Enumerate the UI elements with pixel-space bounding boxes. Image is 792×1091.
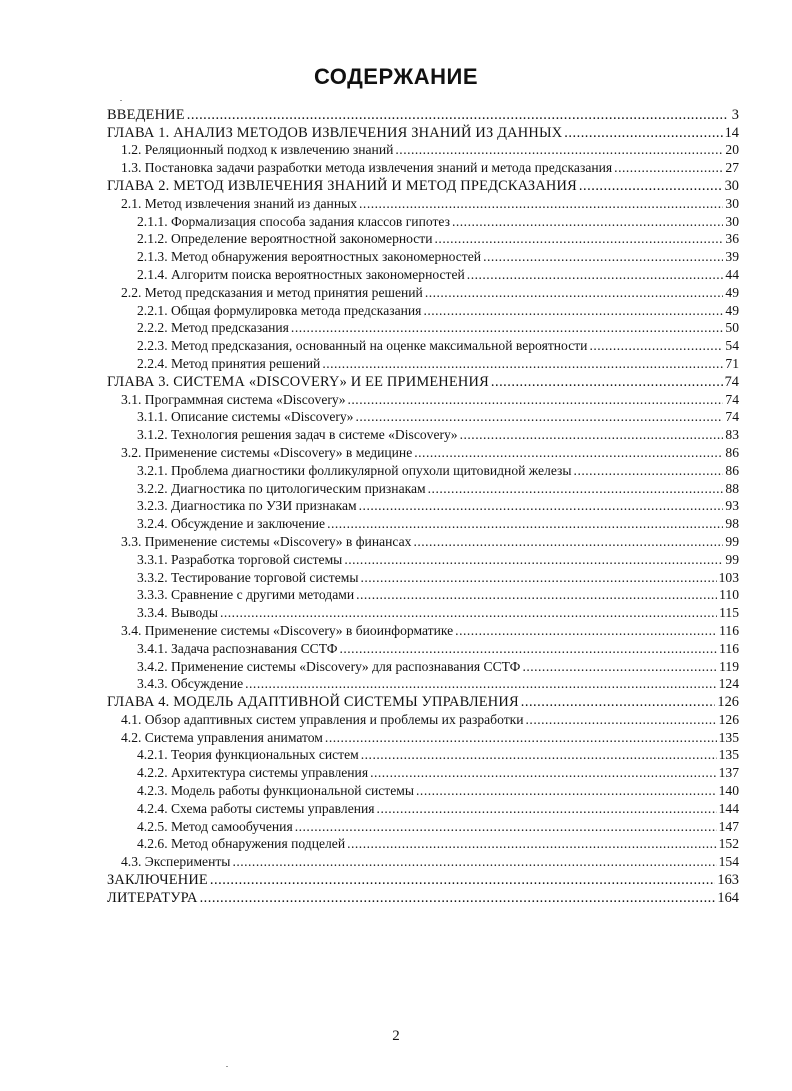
toc-entry <box>107 603 739 621</box>
toc-entry-title: 4.2.1. Теория функциональных систем <box>137 747 359 763</box>
toc-entry-page: 44 <box>725 266 739 282</box>
toc-entry-title: ГЛАВА 2. МЕТОД ИЗВЛЕЧЕНИЯ ЗНАНИЙ И МЕТОД ПРЕДСКАЗАНИЯ <box>107 177 577 194</box>
dot-leader <box>483 249 723 265</box>
toc-entry <box>107 425 739 443</box>
toc-entry-title: 3.1.1. Описание системы «Discovery» <box>137 409 354 425</box>
toc-entry-title: 3.3.4. Выводы <box>137 605 218 621</box>
toc-entry-page: 126 <box>718 711 739 727</box>
toc-entry <box>107 319 739 337</box>
toc-entry-page: 14 <box>724 124 739 141</box>
toc-entry-title: 4.2.4. Схема работы системы управления <box>137 800 375 816</box>
dot-leader <box>361 747 717 763</box>
toc-entry <box>107 799 739 817</box>
toc-entry-page: 115 <box>719 605 739 621</box>
toc-entry-title: 3.3.3. Сравнение с другими методами <box>137 587 355 603</box>
toc-entry <box>107 781 739 799</box>
toc-entry <box>107 390 739 408</box>
toc-entry-page: 99 <box>725 533 739 549</box>
dot-leader <box>200 890 716 906</box>
dot-leader <box>435 231 724 247</box>
toc-entry <box>107 586 739 604</box>
toc-entry-page: 74 <box>725 409 739 425</box>
dot-leader <box>455 623 717 639</box>
toc-entry <box>107 230 739 248</box>
dot-leader <box>413 534 723 550</box>
toc-entry-title: 2.2.3. Метод предсказания, основанный на оценке максимальной вероятности <box>137 338 588 354</box>
toc-entry-page: 147 <box>718 818 739 834</box>
toc-entry <box>107 692 739 710</box>
toc-entry <box>107 852 739 870</box>
toc-entry-page: 3 <box>731 106 739 123</box>
toc-entry-page: 144 <box>718 800 739 816</box>
toc-entry <box>107 158 739 176</box>
toc-entry-title: 2.2.1. Общая формулировка метода предсказания <box>137 302 422 318</box>
toc-entry <box>107 639 739 657</box>
dot-leader <box>347 836 717 852</box>
toc-entry-title: 4.2.2. Архитектура системы управления <box>137 765 369 781</box>
toc-entry <box>107 550 739 568</box>
toc-entry-page: 119 <box>719 658 739 674</box>
toc-entry-title: 2.1.4. Алгоритм поиска вероятностных закономерностей <box>137 266 465 282</box>
toc-entry <box>107 514 739 532</box>
toc-entry-page: 110 <box>719 587 739 603</box>
toc-entry-title: 3.3. Применение системы «Discovery» в финансах <box>121 533 412 549</box>
toc-entry-title: ЗАКЛЮЧЕНИЕ <box>107 872 208 889</box>
toc-entry <box>107 817 739 835</box>
toc-entry-title: 2.1.3. Метод обнаружения вероятностных закономерностей <box>137 249 482 265</box>
dot-leader <box>574 463 724 479</box>
toc-entry <box>107 354 739 372</box>
toc-entry <box>107 123 739 141</box>
toc-entry-page: 30 <box>725 195 739 211</box>
dot-leader <box>491 374 723 390</box>
dot-leader <box>210 872 715 888</box>
toc-entry-title: 4.2.5. Метод самообучения <box>137 818 293 834</box>
toc-entry <box>107 479 739 497</box>
dot-leader <box>187 107 727 123</box>
scan-speck <box>226 1066 228 1067</box>
toc-entry <box>107 336 739 354</box>
toc-entry-title: 3.4.1. Задача распознавания ССТФ <box>137 640 338 656</box>
dot-leader <box>232 854 716 870</box>
toc-entry-title: 2.2.4. Метод принятия решений <box>137 355 321 371</box>
dot-leader <box>355 409 723 425</box>
dot-leader <box>348 392 724 408</box>
dot-leader <box>356 587 717 603</box>
toc-entry-page: 116 <box>719 622 739 638</box>
toc-entry <box>107 888 739 906</box>
toc-entry-page: 30 <box>724 177 739 194</box>
dot-leader <box>344 552 723 568</box>
toc-entry-page: 49 <box>725 302 739 318</box>
toc-entry-title: 3.3.1. Разработка торговой системы <box>137 551 343 567</box>
toc-entry-page: 88 <box>725 480 739 496</box>
toc-entry <box>107 194 739 212</box>
toc-entry-page: 83 <box>725 427 739 443</box>
dot-leader <box>359 498 724 514</box>
dot-leader <box>325 730 717 746</box>
dot-leader <box>425 285 724 301</box>
toc-entry-title: 3.2.2. Диагностика по цитологическим признакам <box>137 480 426 496</box>
toc-entry-page: 50 <box>725 320 739 336</box>
dot-leader <box>467 267 724 283</box>
dot-leader <box>526 712 717 728</box>
toc-entry-page: 86 <box>725 444 739 460</box>
dot-leader <box>589 338 723 354</box>
scan-speck <box>120 100 122 101</box>
toc-entry-page: 49 <box>725 284 739 300</box>
dot-leader <box>359 196 723 212</box>
dot-leader <box>452 214 723 230</box>
toc-entry-title: 3.1.2. Технология решения задач в системе «Discovery» <box>137 427 458 443</box>
toc-entry-title: 2.1. Метод извлечения знаний из данных <box>121 195 358 211</box>
table-of-contents <box>107 105 739 906</box>
dot-leader <box>416 783 717 799</box>
toc-entry <box>107 283 739 301</box>
toc-entry-page: 30 <box>725 213 739 229</box>
page-title: СОДЕРЖАНИЕ <box>313 64 479 89</box>
toc-entry-title: 2.1.1. Формализация способа задания классов гипотез <box>137 213 450 229</box>
toc-entry <box>107 710 739 728</box>
toc-entry-page: 54 <box>725 338 739 354</box>
toc-entry <box>107 372 739 390</box>
toc-entry-title: 3.2.1. Проблема диагностики фолликулярной опухоли щитовидной железы <box>137 462 572 478</box>
toc-entry-page: 93 <box>725 498 739 514</box>
toc-entry-page: 74 <box>724 373 739 390</box>
dot-leader <box>564 125 722 141</box>
toc-entry-title: ГЛАВА 4. МОДЕЛЬ АДАПТИВНОЙ СИСТЕМЫ УПРАВЛЕНИЯ <box>107 694 519 711</box>
dot-leader <box>614 160 723 176</box>
toc-entry-page: 98 <box>725 516 739 532</box>
toc-entry-title: ГЛАВА 1. АНАЛИЗ МЕТОДОВ ИЗВЛЕЧЕНИЯ ЗНАНИЙ ИЗ ДАННЫХ <box>107 124 563 141</box>
toc-entry-title: 1.3. Постановка задачи разработки метода извлечения знаний и метода предсказания <box>121 160 613 176</box>
toc-entry-title: 4.1. Обзор адаптивных систем управления и проблемы их разработки <box>121 711 524 727</box>
dot-leader <box>339 641 717 657</box>
toc-entry <box>107 568 739 586</box>
toc-entry-title: 3.4.3. Обсуждение <box>137 676 244 692</box>
toc-entry <box>107 870 739 888</box>
toc-entry-page: 124 <box>718 676 739 692</box>
toc-entry-title: 1.2. Реляционный подход к извлечению знаний <box>121 142 394 158</box>
toc-entry-title: 3.4.2. Применение системы «Discovery» для распознавания ССТФ <box>137 658 521 674</box>
toc-entry-page: 103 <box>718 569 739 585</box>
dot-leader <box>414 445 723 461</box>
toc-entry-title: 3.4. Применение системы «Discovery» в биоинформатике <box>121 622 454 638</box>
toc-entry <box>107 497 739 515</box>
toc-entry-page: 152 <box>718 836 739 852</box>
toc-entry-title: 4.2. Система управления аниматом <box>121 729 323 745</box>
dot-leader <box>522 659 717 675</box>
toc-entry-page: 36 <box>725 231 739 247</box>
toc-entry <box>107 141 739 159</box>
toc-entry-page: 135 <box>718 747 739 763</box>
dot-leader <box>245 676 716 692</box>
toc-entry-page: 71 <box>725 355 739 371</box>
toc-entry-page: 86 <box>725 462 739 478</box>
toc-entry-title: 4.2.3. Модель работы функциональной системы <box>137 783 415 799</box>
toc-entry-title: 2.2. Метод предсказания и метод принятия решений <box>121 284 423 300</box>
toc-entry <box>107 247 739 265</box>
toc-entry-page: 20 <box>725 142 739 158</box>
dot-leader <box>220 605 717 621</box>
toc-entry-title: 4.3. Эксперименты <box>121 854 231 870</box>
toc-entry <box>107 461 739 479</box>
toc-entry-title: 3.2. Применение системы «Discovery» в медицине <box>121 444 413 460</box>
toc-entry-title: 4.2.6. Метод обнаружения подцелей <box>137 836 346 852</box>
toc-entry <box>107 532 739 550</box>
toc-entry <box>107 728 739 746</box>
toc-entry-title: 3.2.4. Обсуждение и заключение <box>137 516 326 532</box>
toc-entry <box>107 443 739 461</box>
toc-entry-page: 137 <box>718 765 739 781</box>
toc-entry-title: 2.2.2. Метод предсказания <box>137 320 289 336</box>
toc-entry-page: 126 <box>717 694 739 711</box>
toc-entry-title: ГЛАВА 3. СИСТЕМА «DISCOVERY» И ЕЕ ПРИМЕНЕНИЯ <box>107 373 489 390</box>
toc-entry <box>107 763 739 781</box>
toc-entry-page: 74 <box>725 391 739 407</box>
toc-entry <box>107 746 739 764</box>
dot-leader <box>395 142 723 158</box>
dot-leader <box>291 320 723 336</box>
toc-entry-page: 164 <box>717 889 739 906</box>
toc-entry-page: 27 <box>725 160 739 176</box>
toc-entry-title: 2.1.2. Определение вероятностной закономерности <box>137 231 433 247</box>
toc-entry-title: 3.2.3. Диагностика по УЗИ признакам <box>137 498 357 514</box>
toc-entry-page: 39 <box>725 249 739 265</box>
dot-leader <box>428 481 724 497</box>
dot-leader <box>579 178 723 194</box>
dot-leader <box>460 427 724 443</box>
toc-entry <box>107 265 739 283</box>
toc-entry-page: 154 <box>718 854 739 870</box>
dot-leader <box>521 694 716 710</box>
toc-entry <box>107 675 739 693</box>
toc-entry <box>107 835 739 853</box>
toc-entry <box>107 621 739 639</box>
toc-entry-title: ВВЕДЕНИЕ <box>107 106 185 123</box>
toc-entry-title: 3.3.2. Тестирование торговой системы <box>137 569 359 585</box>
toc-entry <box>107 301 739 319</box>
dot-leader <box>377 801 717 817</box>
toc-entry-page: 163 <box>717 872 739 889</box>
dot-leader <box>327 516 723 532</box>
dot-leader <box>370 765 717 781</box>
toc-entry-page: 99 <box>725 551 739 567</box>
toc-entry <box>107 408 739 426</box>
toc-entry <box>107 212 739 230</box>
toc-entry-title: ЛИТЕРАТУРА <box>107 889 198 906</box>
toc-entry-title: 3.1. Программная система «Discovery» <box>121 391 346 407</box>
dot-leader <box>295 819 717 835</box>
toc-entry-page: 116 <box>719 640 739 656</box>
toc-entry-page: 140 <box>718 783 739 799</box>
toc-entry-page: 135 <box>718 729 739 745</box>
dot-leader <box>322 356 723 372</box>
dot-leader <box>360 570 716 586</box>
dot-leader <box>423 303 723 319</box>
toc-entry <box>107 176 739 194</box>
toc-entry <box>107 105 739 123</box>
toc-entry <box>107 657 739 675</box>
page-number: 2 <box>392 1028 400 1044</box>
